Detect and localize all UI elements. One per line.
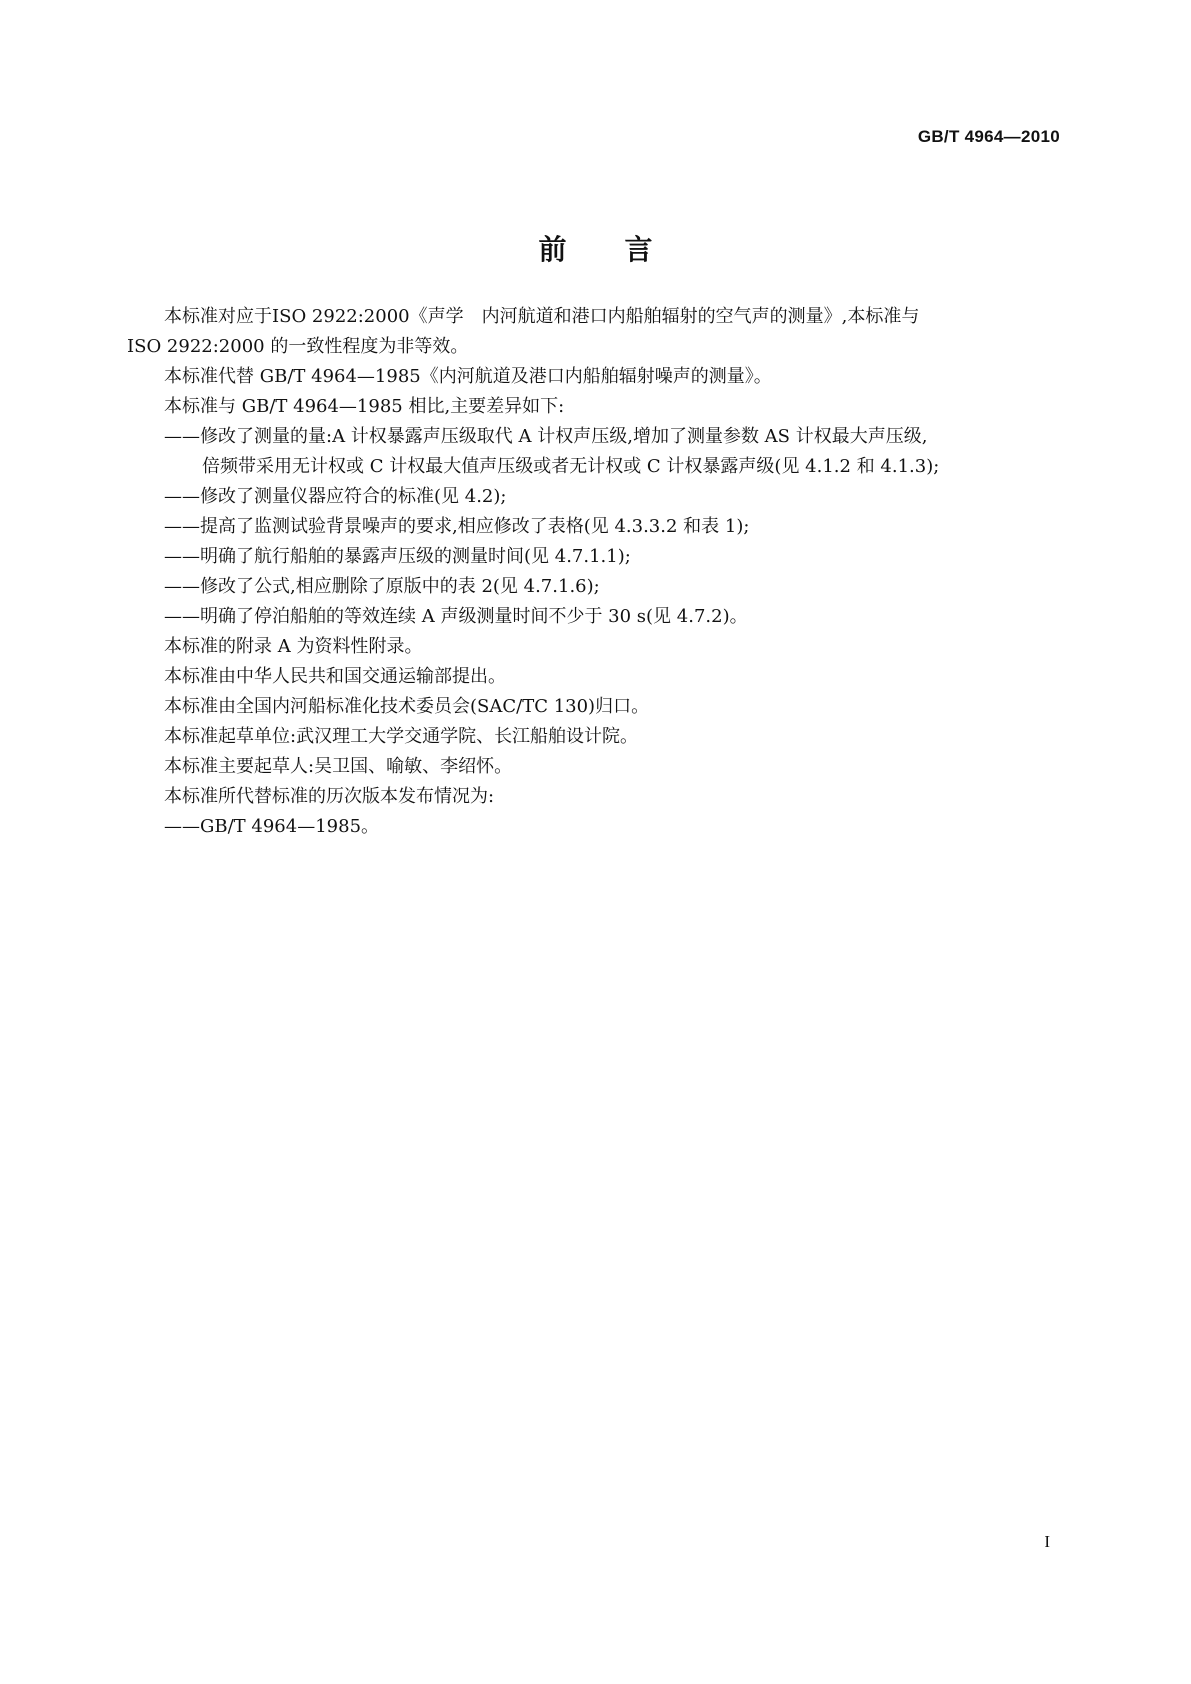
title-char-1: 前 — [538, 233, 567, 266]
paragraph-correspondence: 本标准对应于ISO 2922:2000《声学 内河航道和港口内船舶辐射的空气声的测量》,本标准与 — [164, 306, 920, 327]
paragraph-correspondence-cont: ISO 2922:2000 的一致性程度为非等效。 — [127, 336, 469, 357]
list-item: ——提高了监测试验背景噪声的要求,相应修改了表格(见 4.3.3.2 和表 1); — [164, 516, 750, 537]
paragraph-history: 本标准所代替标准的历次版本发布情况为: — [164, 786, 495, 807]
list-item: ——明确了停泊船舶的等效连续 A 声级测量时间不少于 30 s(见 4.7.2)。 — [164, 606, 748, 627]
list-item: ——GB/T 4964—1985。 — [164, 816, 380, 837]
standard-code: GB/T 4964—2010 — [917, 127, 1060, 146]
title-char-2: 言 — [624, 233, 653, 266]
paragraph-differences: 本标准与 GB/T 4964—1985 相比,主要差异如下: — [164, 396, 565, 417]
list-item: ——明确了航行船舶的暴露声压级的测量时间(见 4.7.1.1); — [164, 546, 631, 567]
paragraph-drafting-units: 本标准起草单位:武汉理工大学交通学院、长江船舶设计院。 — [164, 726, 639, 747]
list-item: ——修改了测量仪器应符合的标准(见 4.2); — [164, 486, 507, 507]
list-item: ——修改了公式,相应删除了原版中的表 2(见 4.7.1.6); — [164, 576, 600, 597]
paragraph-annex: 本标准的附录 A 为资料性附录。 — [164, 636, 423, 657]
page-number: I — [1044, 1532, 1050, 1551]
list-item: ——修改了测量的量:A 计权暴露声压级取代 A 计权声压级,增加了测量参数 AS 计权最大声压级, — [164, 426, 928, 447]
paragraph-supersedes: 本标准代替 GB/T 4964—1985《内河航道及港口内船舶辐射噪声的测量》。 — [164, 366, 772, 387]
paragraph-proposer: 本标准由中华人民共和国交通运输部提出。 — [164, 666, 506, 687]
list-item-cont: 倍频带采用无计权或 C 计权最大值声压级或者无计权或 C 计权暴露声级(见 4.1.2 和 4.1.3); — [202, 456, 940, 477]
paragraph-drafters: 本标准主要起草人:吴卫国、喻敏、李绍怀。 — [164, 756, 513, 777]
paragraph-committee: 本标准由全国内河船标准化技术委员会(SAC/TC 130)归口。 — [164, 696, 650, 717]
